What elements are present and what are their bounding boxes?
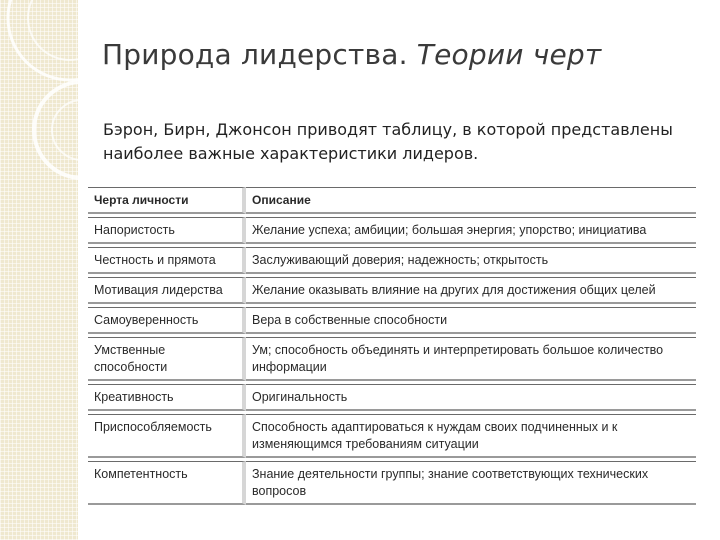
table-row	[88, 461, 696, 505]
trait-cell: Компетентность	[88, 461, 246, 505]
table-row	[88, 277, 696, 304]
description-cell: Знание деятельности группы; знание соответствующих технических вопросов	[246, 461, 696, 505]
table-row	[88, 307, 696, 334]
table-row	[88, 414, 696, 458]
description-cell: Желание успеха; амбиции; большая энергия; упорство; инициатива	[246, 217, 696, 244]
table-row	[88, 384, 696, 411]
trait-cell: Креативность	[88, 384, 246, 411]
trait-cell: Самоуверенность	[88, 307, 246, 334]
decorative-circles-graphic	[0, 0, 78, 540]
trait-cell: Приспособляемость	[88, 414, 246, 458]
description-cell: Ум; способность объединять и интерпретировать большое количество информации	[246, 337, 696, 381]
description-cell: Желание оказывать влияние на других для достижения общих целей	[246, 277, 696, 304]
slide-title	[102, 38, 601, 71]
title-main: Природа лидерства.	[102, 38, 408, 71]
table-row	[88, 217, 696, 244]
trait-cell: Честность и прямота	[88, 247, 246, 274]
description-cell: Заслуживающий доверия; надежность; открытость	[246, 247, 696, 274]
intro-text: Бэрон, Бирн, Джонсон приводят таблицу, в которой представлены наиболее важные характеристики лидеров.	[103, 120, 673, 163]
trait-cell: Напористость	[88, 217, 246, 244]
traits-table	[88, 184, 696, 508]
table-row	[88, 247, 696, 274]
table-row	[88, 337, 696, 381]
description-cell: Вера в собственные способности	[246, 307, 696, 334]
trait-cell: Мотивация лидерства	[88, 277, 246, 304]
table-header-row	[88, 187, 696, 214]
title-italic: Теории черт	[416, 38, 602, 71]
description-cell: Оригинальность	[246, 384, 696, 411]
traits-table-container	[88, 184, 696, 508]
decorative-side-strip	[0, 0, 78, 540]
trait-cell: Умственные способности	[88, 337, 246, 381]
header-description: Описание	[246, 187, 696, 214]
description-cell: Способность адаптироваться к нуждам своих подчиненных и к изменяющимся требованиям ситуации	[246, 414, 696, 458]
header-trait: Черта личности	[88, 187, 246, 214]
